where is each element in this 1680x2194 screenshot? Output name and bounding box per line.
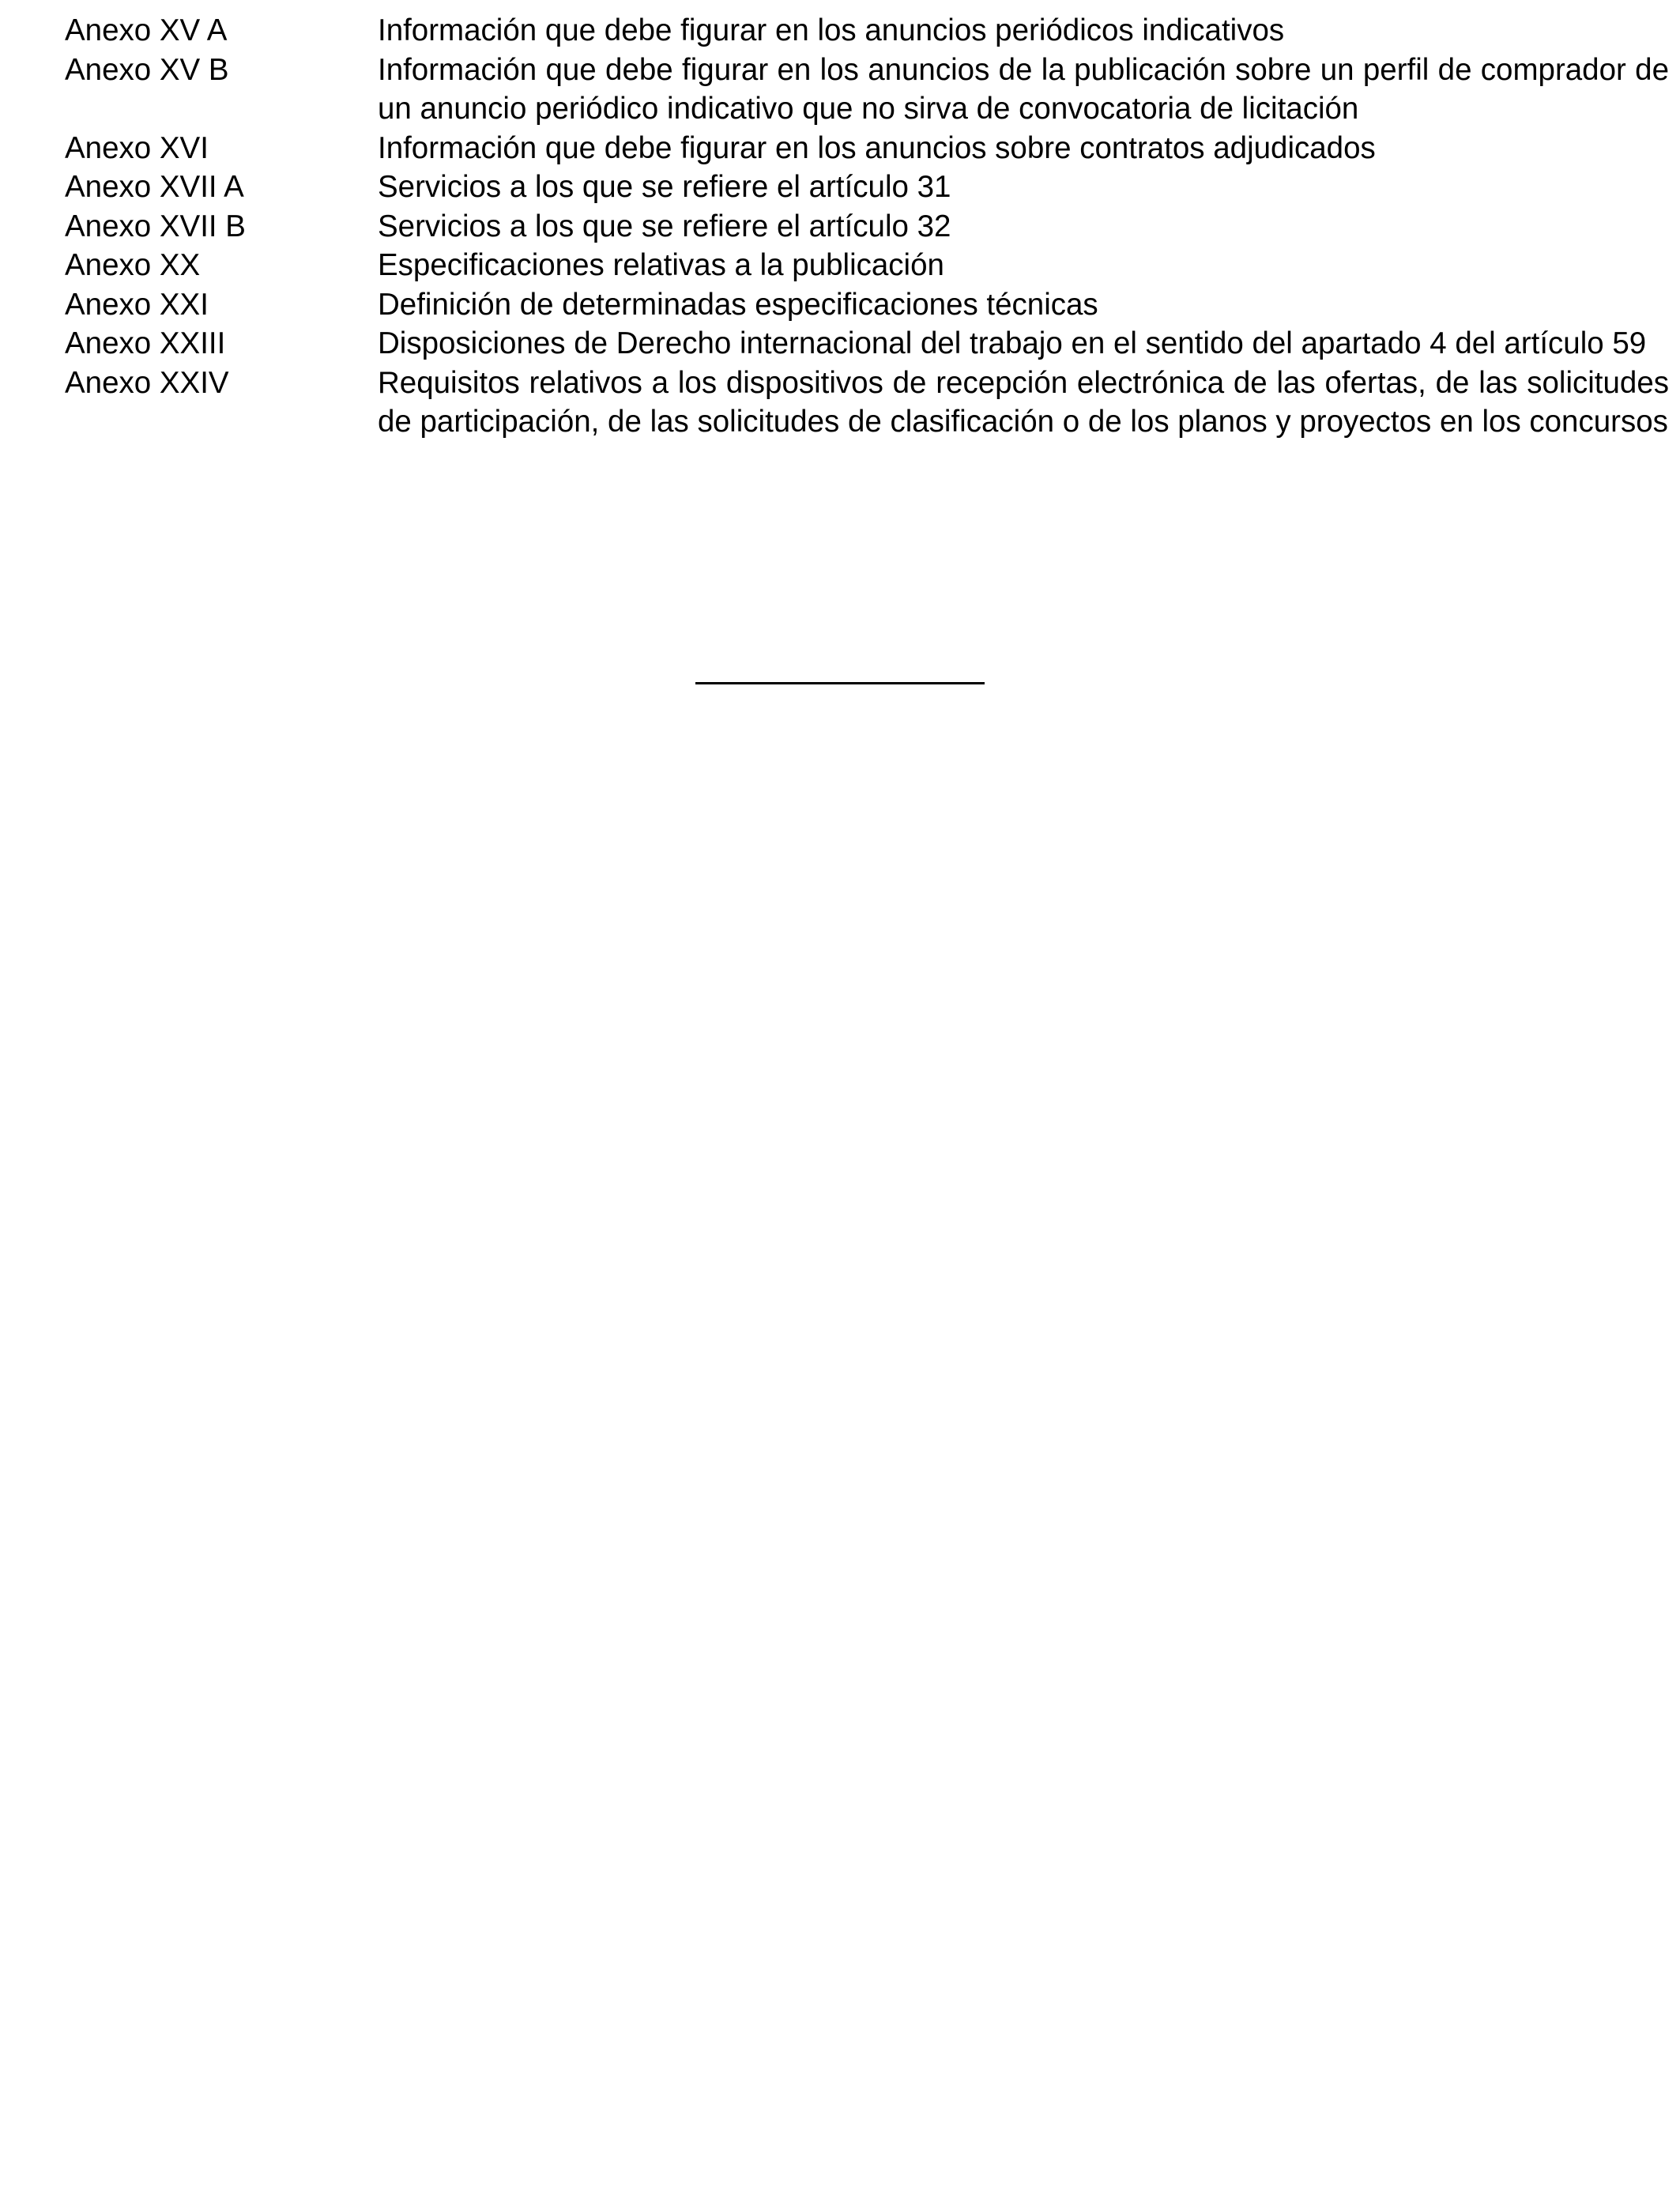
annex-row <box>65 324 1669 364</box>
annex-row <box>65 11 1669 51</box>
annex-description: Definición de determinadas especificaciones técnicas <box>378 287 1098 322</box>
annex-list <box>65 11 1669 442</box>
annex-row <box>65 207 1669 247</box>
annex-row <box>65 51 1669 129</box>
annex-code: Anexo XVII A <box>65 170 244 204</box>
annex-description: Especificaciones relativas a la publicación <box>378 248 944 282</box>
annex-description: Disposiciones de Derecho internacional del trabajo en el sentido del apartado 4 del artículo 59 <box>378 326 1647 360</box>
annex-description: Información que debe figurar en los anuncios periódicos indicativos <box>378 13 1285 47</box>
annex-row <box>65 246 1669 285</box>
annex-code: Anexo XVI <box>65 130 209 165</box>
annex-row <box>65 129 1669 168</box>
annex-code: Anexo XV B <box>65 52 229 87</box>
annex-code: Anexo XV A <box>65 13 228 47</box>
annex-description: Requisitos relativos a los dispositivos de recepción electrónica de las ofertas, de las solicitudes de participación, de las solicitudes de clasificación o de los planos y proyectos en los concursos <box>378 365 1669 439</box>
annex-description: Información que debe figurar en los anuncios de la publicación sobre un perfil de comprador de un anuncio periódico indicativo que no sirva de convocatoria de licitación <box>378 52 1669 126</box>
annex-description: Servicios a los que se refiere el artículo 31 <box>378 170 951 204</box>
annex-code: Anexo XX <box>65 248 201 282</box>
annex-description: Información que debe figurar en los anuncios sobre contratos adjudicados <box>378 130 1376 165</box>
annex-code: Anexo XXI <box>65 287 209 322</box>
annex-code: Anexo XXIV <box>65 365 229 400</box>
annex-row <box>65 364 1669 442</box>
annex-code: Anexo XXIII <box>65 326 226 360</box>
annex-row <box>65 168 1669 207</box>
annex-description: Servicios a los que se refiere el artículo 32 <box>378 209 951 243</box>
annex-code: Anexo XVII B <box>65 209 246 243</box>
annex-row <box>65 285 1669 325</box>
end-separator-line <box>695 682 985 684</box>
